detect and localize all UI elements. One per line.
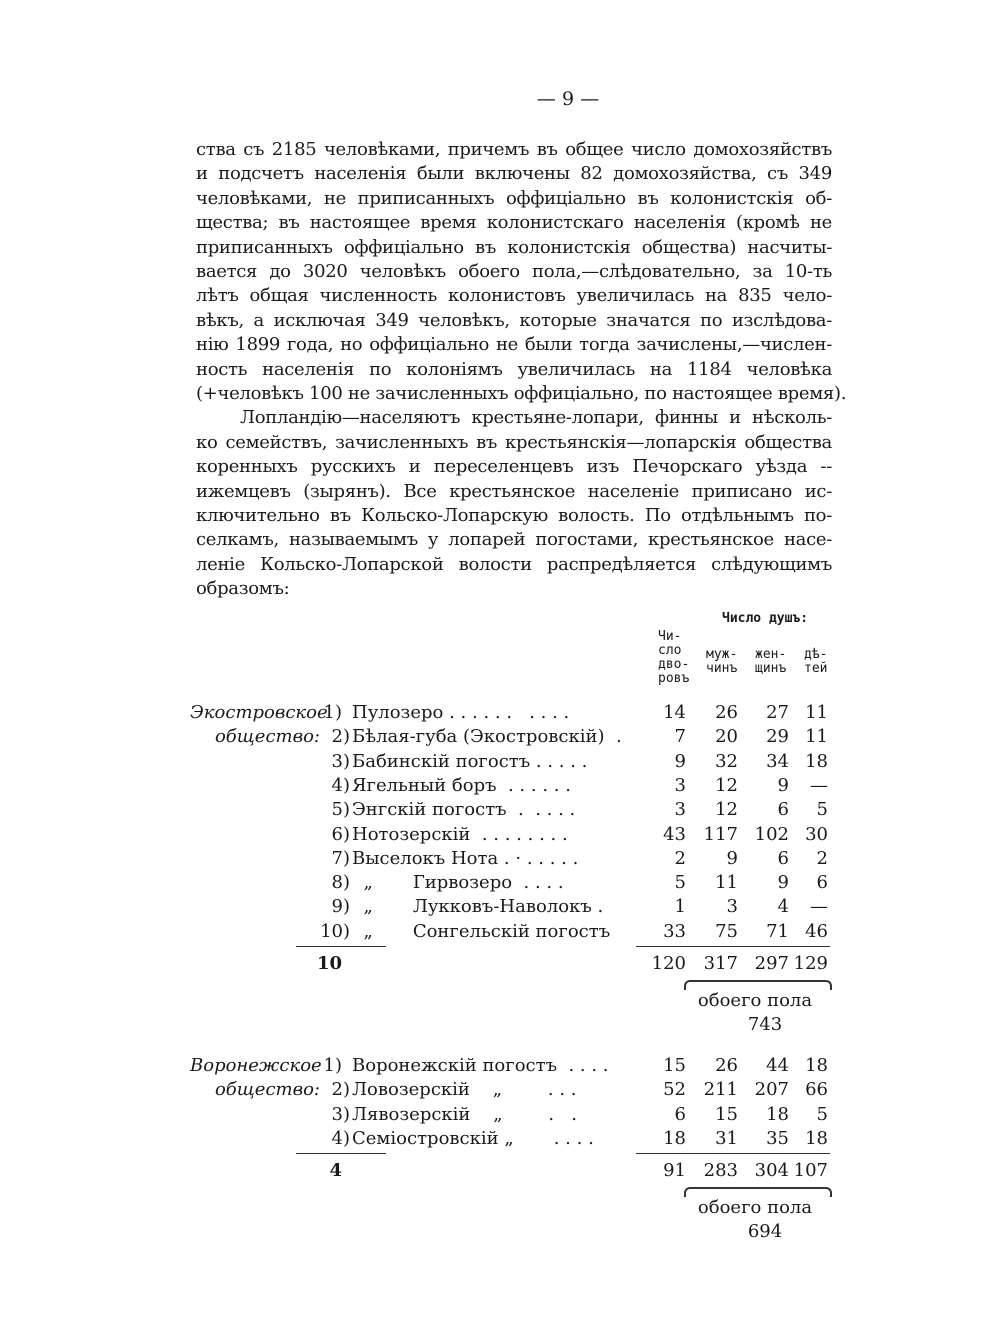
row-number: 5) bbox=[331, 799, 350, 821]
cell-value: 7 bbox=[674, 726, 686, 748]
total-count: 10 bbox=[316, 953, 342, 974]
cell-value: 18 bbox=[805, 1055, 828, 1076]
settlement-name: Семіостровскій „ . . . . bbox=[352, 1127, 594, 1149]
brace bbox=[684, 980, 832, 990]
cell-value: 3 bbox=[674, 774, 686, 796]
table-row bbox=[190, 1078, 830, 1102]
total-value: 297 bbox=[754, 953, 789, 974]
society-name: Экостровское bbox=[190, 702, 328, 723]
cell-value: 31 bbox=[715, 1127, 738, 1149]
settlement-name: „ Гирвозеро . . . . bbox=[352, 872, 564, 894]
divider bbox=[296, 1153, 386, 1154]
cell-value: 11 bbox=[805, 702, 828, 723]
cell-value: 207 bbox=[754, 1079, 789, 1101]
table-row bbox=[190, 750, 830, 774]
text-line: (+человѣкъ 100 не зачисленныхъ оффиціально, по настоящее время). bbox=[196, 383, 847, 404]
settlement-name: Лявозерскій „ . . bbox=[352, 1103, 578, 1125]
cell-value: 35 bbox=[766, 1127, 789, 1149]
row-number: 6) bbox=[331, 823, 350, 845]
cell-value: 32 bbox=[715, 750, 738, 772]
society-name: Воронежское bbox=[190, 1055, 322, 1076]
row-number: 3) bbox=[331, 1103, 350, 1125]
total-row bbox=[190, 952, 830, 976]
both-sexes-value: 743 bbox=[747, 1014, 783, 1035]
both-sexes-label: обоего пола bbox=[697, 990, 813, 1011]
settlement-name: Выселокъ Нота . · . . . . . bbox=[352, 847, 579, 869]
cell-value: 18 bbox=[805, 750, 828, 772]
text-line: нію 1899 года, но оффиціально не были тогда зачислены,—числен- bbox=[196, 334, 832, 356]
cell-value: 18 bbox=[766, 1103, 789, 1125]
cell-value: 6 bbox=[816, 872, 828, 894]
cell-value: — bbox=[810, 774, 828, 796]
text-line: щества; въ настоящее время колонистскаго населенія (кромѣ не bbox=[196, 212, 832, 234]
row-number: 9) bbox=[331, 896, 350, 918]
cell-value: 2 bbox=[816, 847, 828, 869]
column-header: муж- чинъ bbox=[706, 647, 738, 676]
text-line: лѣтъ общая численность колонистовъ увеличилась на 835 чело- bbox=[196, 285, 832, 307]
text-line: селкамъ, называемымъ у лопарей погостами, крестьянское насе- bbox=[196, 529, 832, 551]
text-line: ность населенія по колоніямъ увеличилась на 1184 человѣка bbox=[196, 358, 832, 380]
cell-value: 9 bbox=[777, 774, 789, 796]
settlement-name: Нотозерскій . . . . . . . . bbox=[352, 823, 568, 845]
divider bbox=[636, 1153, 830, 1154]
text-line: коренныхъ русскихъ и переселенцевъ изъ Печорскаго уѣзда -- bbox=[196, 456, 832, 478]
row-number: 7) bbox=[331, 847, 350, 869]
text-line: ижемцевъ (зырянъ). Все крестьянское населеніе приписано ис- bbox=[196, 480, 832, 502]
table-row bbox=[190, 871, 830, 895]
cell-value: 9 bbox=[674, 750, 686, 772]
cell-value: 11 bbox=[805, 726, 828, 748]
cell-value: 6 bbox=[674, 1103, 686, 1125]
cell-value: 6 bbox=[777, 799, 789, 821]
cell-value: 117 bbox=[703, 823, 738, 845]
row-number: 10) bbox=[320, 920, 350, 942]
total-row bbox=[190, 1159, 830, 1183]
divider bbox=[296, 946, 386, 947]
table-row bbox=[190, 1103, 830, 1127]
text-line: ко семействъ, зачисленныхъ въ крестьянскія—лопарскія общества bbox=[196, 431, 832, 453]
text-line: приписанныхъ оффиціально въ колонистскія общества) насчиты- bbox=[196, 236, 832, 258]
settlement-name: Воронежскій погостъ . . . . bbox=[352, 1055, 609, 1076]
total-value: 304 bbox=[754, 1160, 789, 1182]
text-line: вѣкъ, а исключая 349 человѣкъ, которые значатся по изслѣдова- bbox=[196, 309, 832, 331]
column-header: жен- щинъ bbox=[755, 647, 787, 676]
row-number: 1) bbox=[323, 702, 342, 723]
cell-value: 46 bbox=[805, 920, 828, 942]
cell-value: 11 bbox=[715, 872, 738, 894]
table-row bbox=[190, 1127, 830, 1151]
cell-value: 20 bbox=[715, 726, 738, 748]
total-value: 120 bbox=[651, 953, 686, 974]
cell-value: 34 bbox=[766, 750, 789, 772]
total-value: 91 bbox=[663, 1160, 686, 1182]
text-line: образомъ: bbox=[196, 578, 290, 600]
settlement-name: Пулозеро . . . . . . . . . . bbox=[352, 702, 570, 723]
cell-value: 2 bbox=[674, 847, 686, 869]
brace bbox=[684, 1187, 832, 1197]
society-name: общество: bbox=[214, 1079, 320, 1101]
cell-value: 3 bbox=[674, 799, 686, 821]
table-row bbox=[190, 920, 830, 944]
settlement-name: Ягельный боръ . . . . . . bbox=[352, 774, 571, 796]
row-number: 2) bbox=[331, 1079, 350, 1101]
table-row bbox=[190, 701, 830, 725]
both-sexes-value: 694 bbox=[747, 1221, 783, 1243]
row-number: 8) bbox=[331, 872, 350, 894]
table-row bbox=[190, 774, 830, 798]
table-row bbox=[190, 798, 830, 822]
cell-value: 5 bbox=[816, 1103, 828, 1125]
society-name: общество: bbox=[214, 726, 320, 748]
cell-value: 3 bbox=[726, 896, 738, 918]
cell-value: 6 bbox=[777, 847, 789, 869]
settlement-name: Энгскій погостъ . . . . . bbox=[352, 799, 576, 821]
total-value: 283 bbox=[703, 1160, 738, 1182]
settlement-name: Бабинскій погостъ . . . . . bbox=[352, 750, 588, 772]
total-value: 317 bbox=[703, 953, 738, 974]
cell-value: 12 bbox=[715, 799, 738, 821]
text-line: леніе Кольско-Лопарской волости распредѣляется слѣдующимъ bbox=[196, 553, 832, 575]
settlement-name: Ловозерскій „ . . . bbox=[352, 1079, 577, 1101]
cell-value: 14 bbox=[663, 702, 686, 723]
cell-value: 44 bbox=[766, 1055, 789, 1076]
row-number: 2) bbox=[331, 726, 350, 748]
cell-value: 9 bbox=[726, 847, 738, 869]
column-group-header: Число душъ: bbox=[722, 611, 809, 626]
cell-value: 27 bbox=[766, 702, 789, 723]
cell-value: 15 bbox=[715, 1103, 738, 1125]
cell-value: 102 bbox=[754, 823, 789, 845]
cell-value: 30 bbox=[805, 823, 828, 845]
cell-value: 43 bbox=[663, 823, 686, 845]
page-number: — 9 — bbox=[536, 88, 600, 110]
settlement-name: „ Лукковъ-Наволокъ . bbox=[352, 896, 604, 918]
cell-value: 18 bbox=[805, 1127, 828, 1149]
settlement-name: „ Сонгельскій погостъ bbox=[352, 920, 611, 942]
text-line: человѣками, не приписанныхъ оффиціально въ колонистскія об- bbox=[196, 187, 832, 209]
total-value: 107 bbox=[793, 1160, 828, 1182]
divider bbox=[636, 946, 830, 947]
row-number: 4) bbox=[331, 774, 350, 796]
settlement-name: Бѣлая-губа (Экостровскій) . bbox=[352, 726, 622, 748]
cell-value: 66 bbox=[805, 1079, 828, 1101]
cell-value: 9 bbox=[777, 872, 789, 894]
text-line: Лопландію—населяютъ крестьяне-лопари, финны и нѣсколь- bbox=[240, 407, 832, 429]
cell-value: 18 bbox=[663, 1127, 686, 1149]
cell-value: 26 bbox=[715, 702, 738, 723]
cell-value: 33 bbox=[663, 920, 686, 942]
table-row bbox=[190, 895, 830, 919]
column-header: дѣ- тей bbox=[804, 647, 828, 676]
total-count: 4 bbox=[329, 1160, 342, 1182]
cell-value: 1 bbox=[674, 896, 686, 918]
row-number: 3) bbox=[331, 750, 350, 772]
cell-value: 75 bbox=[715, 920, 738, 942]
cell-value: 29 bbox=[766, 726, 789, 748]
cell-value: — bbox=[810, 896, 828, 918]
table-row bbox=[190, 847, 830, 871]
total-value: 129 bbox=[793, 953, 828, 974]
cell-value: 5 bbox=[816, 799, 828, 821]
column-header: Чи- сло дво- ровъ bbox=[658, 629, 690, 686]
text-line: ключительно въ Кольско-Лопарскую волость. По отдѣльнымъ по- bbox=[196, 505, 832, 526]
cell-value: 211 bbox=[703, 1079, 738, 1101]
row-number: 4) bbox=[331, 1127, 350, 1149]
cell-value: 4 bbox=[777, 896, 789, 918]
cell-value: 52 bbox=[663, 1079, 686, 1101]
both-sexes-label: обоего пола bbox=[697, 1197, 813, 1219]
text-line: ства съ 2185 человѣками, причемъ въ общее число домохозяйствъ bbox=[196, 139, 832, 160]
row-number: 1) bbox=[323, 1055, 342, 1076]
cell-value: 71 bbox=[766, 920, 789, 942]
table-row bbox=[190, 823, 830, 847]
table-row bbox=[190, 725, 830, 749]
cell-value: 26 bbox=[715, 1055, 738, 1076]
cell-value: 12 bbox=[715, 774, 738, 796]
text-line: вается до 3020 человѣкъ обоего пола,—слѣдовательно, за 10-ть bbox=[196, 261, 832, 282]
table-row bbox=[190, 1054, 830, 1078]
cell-value: 15 bbox=[663, 1055, 686, 1076]
cell-value: 5 bbox=[674, 872, 686, 894]
text-line: и подсчетъ населенія были включены 82 домохозяйства, съ 349 bbox=[196, 163, 832, 185]
